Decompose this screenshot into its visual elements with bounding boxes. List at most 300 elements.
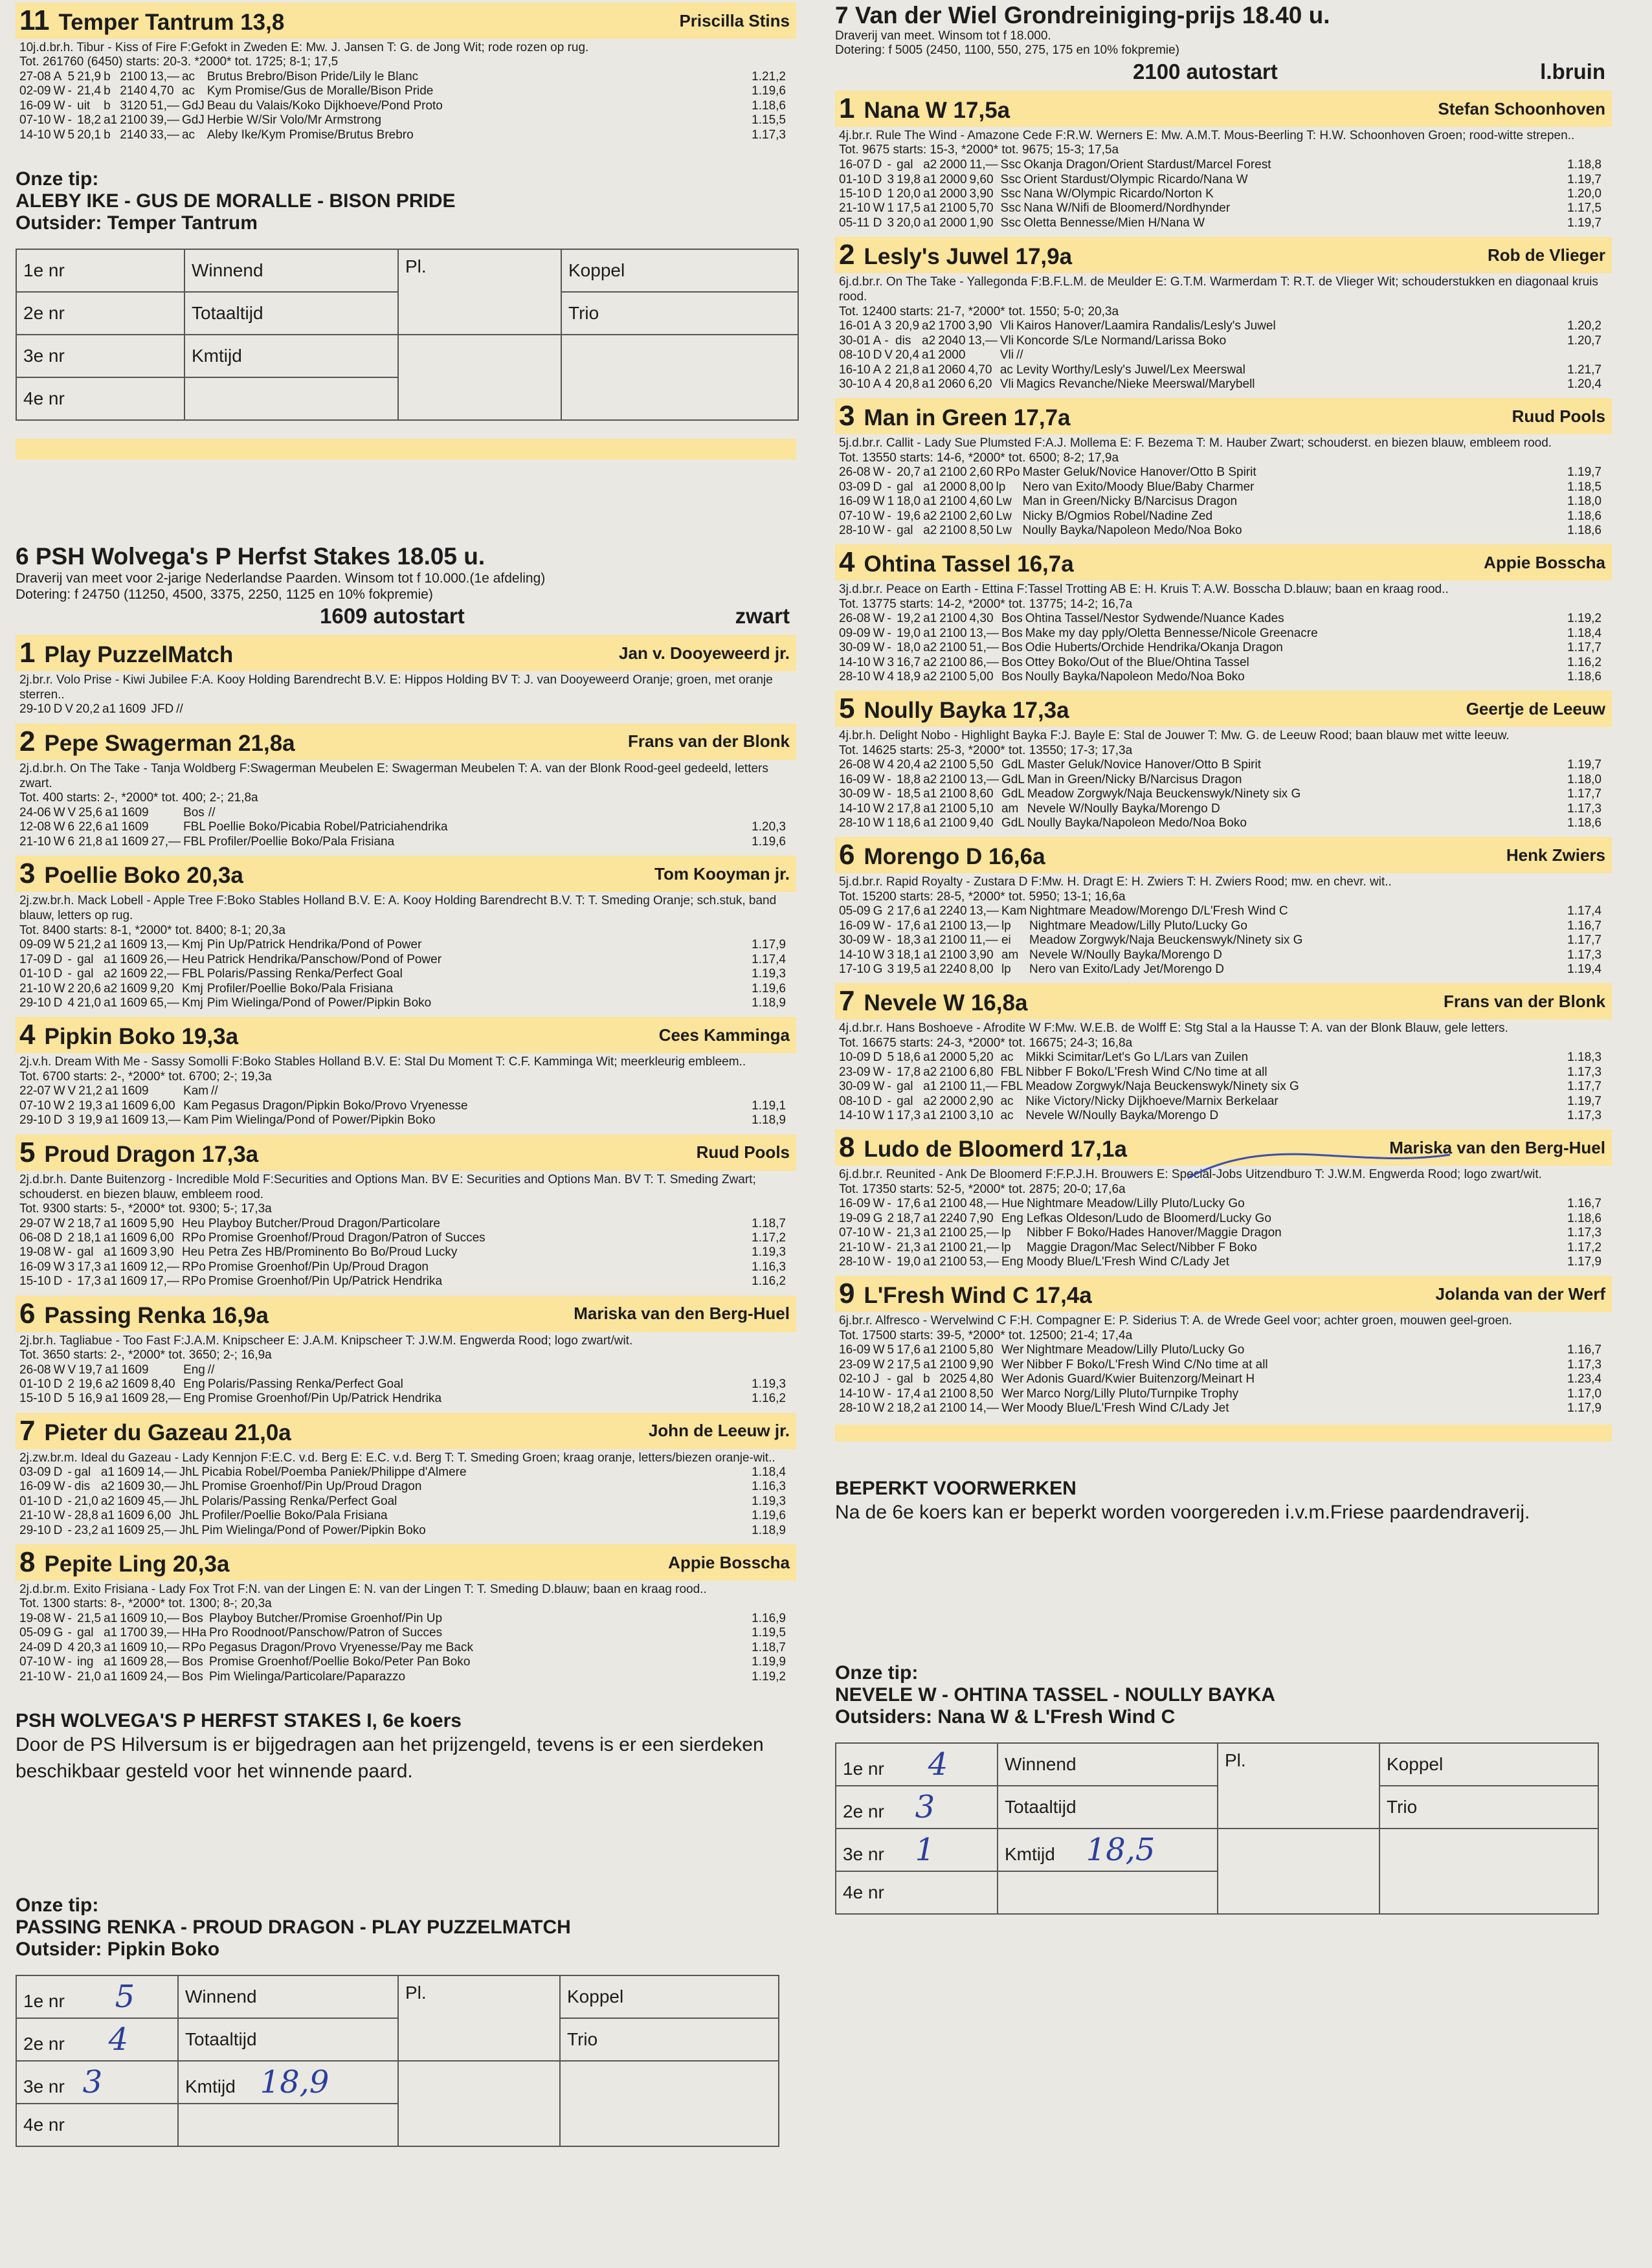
horse-number: 3 <box>839 400 855 432</box>
run-km: 20,0 <box>897 216 921 230</box>
run-driver: am <box>1001 801 1019 816</box>
horse-totals: Tot. 3650 starts: 2-, *2000* tot. 3650; 2-; 16,9a <box>19 1348 272 1362</box>
run-time: 1.19,3 <box>752 967 786 981</box>
run-result: Okanja Dragon/Orient Stardust/Marcel Forest <box>1023 158 1271 172</box>
run-distance: 2100 <box>939 1197 967 1211</box>
race-title: 6 PSH Wolvega's P Herfst Stakes 18.05 u. <box>16 543 486 570</box>
run-odds: 13,— <box>151 1113 181 1128</box>
run-km: 21,9 <box>77 69 102 83</box>
run-km: 19,9 <box>78 1113 103 1128</box>
horse-description: 10j.d.br.h. Tibur - Kiss of Fire F:Gefokt in Zweden E: Mw. J. Jansen T: G. de Jong Wit; rode rozen op rug. <box>19 41 589 54</box>
run-km: 17,8 <box>897 801 921 816</box>
run-driver: Eng <box>183 1392 205 1406</box>
run-date: 14-10 <box>839 1386 871 1401</box>
run-class: a1 <box>105 1113 119 1128</box>
run-km: 17,6 <box>897 904 921 918</box>
run-odds: 28,— <box>151 1392 181 1406</box>
horse-name <box>839 93 1010 125</box>
run-date: 16-10 <box>839 362 871 377</box>
run-track: D <box>53 1465 63 1480</box>
horse-description: 4j.d.br.r. Hans Boshoeve - Afrodite W F:Mw. W.E.B. de Wolff E: Stg Stal a la Hausse T: A. van der Blonk Blauw, gele letters. <box>839 1021 1508 1036</box>
run-place: - <box>887 465 891 480</box>
run-date: 29-10 <box>19 1113 51 1128</box>
run-odds: 39,— <box>150 1626 179 1640</box>
run-result: // <box>211 1084 218 1098</box>
tip-block-left <box>16 1895 796 1961</box>
run-track: W <box>873 1386 885 1401</box>
run-odds: 11,— <box>969 158 998 172</box>
run-result: Master Geluk/Novice Hanover/Otto B Spirit <box>1022 465 1256 480</box>
run-date: 16-09 <box>839 495 871 509</box>
run-km: 19,2 <box>897 612 921 626</box>
run-distance: 2000 <box>939 187 967 201</box>
run-distance: 1609 <box>121 1084 149 1098</box>
run-result: Oletta Bennesse/Mien H/Nana W <box>1023 216 1205 230</box>
run-class: a1 <box>923 480 937 494</box>
run-result: Pegasus Dragon/Pipkin Boko/Provo Vryenesse <box>211 1098 468 1113</box>
run-odds: 86,— <box>969 655 999 669</box>
horse-description: 4j.br.r. Rule The Wind - Amazone Cede F:R.W. Werners E: Mw. A.M.T. Mous-Beerling T: H.W. Schoonhoven Groen; rood-witte strepen.. <box>839 129 1575 143</box>
run-odds: 8,00 <box>969 480 994 494</box>
run-class: a1 <box>923 1051 937 1065</box>
run-place: - <box>67 1626 72 1640</box>
run-distance: 1609 <box>117 1494 145 1508</box>
bet-pl-label: Pl. <box>1218 1743 1379 1829</box>
run-track: W <box>873 1357 885 1372</box>
run-km: 17,6 <box>897 918 921 933</box>
bet-row-4-label: 4e nr <box>836 1871 998 1914</box>
run-distance: 2100 <box>939 816 967 830</box>
run-km: 20,4 <box>895 348 920 362</box>
horse-number: 8 <box>19 1546 36 1579</box>
run-date: 21-10 <box>839 201 871 216</box>
run-time: 1.18,7 <box>752 1640 786 1654</box>
run-distance: 2100 <box>939 626 967 640</box>
run-time: 1.20,2 <box>1567 319 1602 333</box>
driver-name: John de Leeuw jr. <box>648 1421 790 1441</box>
run-date: 30-01 <box>839 333 871 348</box>
run-distance: 1609 <box>120 1640 148 1654</box>
run-odds: 13,— <box>969 772 999 786</box>
run-place: - <box>887 1240 891 1254</box>
run-result: Profiler/Poellie Boko/Pala Frisiana <box>206 981 394 995</box>
run-date: 29-10 <box>19 995 51 1010</box>
run-km: 21,0 <box>74 1494 98 1508</box>
run-distance: 2100 <box>939 1240 967 1254</box>
run-track: W <box>53 1480 65 1494</box>
run-track: D <box>53 702 63 717</box>
run-result: Odie Huberts/Orchide Hendrika/Okanja Dragon <box>1025 641 1283 655</box>
run-km: 19,5 <box>897 962 921 977</box>
run-place: - <box>67 1480 72 1494</box>
run-odds: 51,— <box>969 641 999 655</box>
bet-empty-cell <box>178 2104 398 2146</box>
form-row <box>19 1377 792 1392</box>
run-result: // <box>208 805 216 819</box>
run-distance: 2100 <box>939 1386 967 1401</box>
run-km: 19,8 <box>897 172 921 186</box>
run-odds: 3,90 <box>969 948 994 962</box>
form-row <box>839 904 1608 918</box>
run-odds: 3,10 <box>969 1109 994 1123</box>
run-track: D <box>53 1523 63 1537</box>
run-place: - <box>67 1655 72 1669</box>
run-driver: Bos <box>181 1655 203 1669</box>
run-time: 1.19,7 <box>1567 1094 1602 1108</box>
horse-name-text: Proud Dragon 17,3a <box>44 1141 259 1167</box>
run-distance: 1609 <box>120 1216 148 1230</box>
form-row <box>839 758 1608 772</box>
run-track: W <box>873 1065 885 1079</box>
form-table <box>839 1197 1608 1269</box>
run-result: Promise Groenhof/Poellie Boko/Peter Pan Boko <box>208 1655 471 1669</box>
tip-block-top <box>16 168 796 234</box>
form-table <box>839 904 1608 977</box>
run-result: Pim Wielinga/Pond of Power/Pipkin Boko <box>201 1523 426 1537</box>
run-distance: 2100 <box>939 655 967 669</box>
note-title: BEPERKT VOORWERKEN <box>835 1478 1077 1500</box>
run-distance: 2100 <box>939 201 967 216</box>
handwritten-third: 3 <box>82 2064 103 2101</box>
run-km: 17,6 <box>897 1343 921 1357</box>
form-row <box>19 953 792 967</box>
form-row <box>839 656 1608 670</box>
bet-row-1 <box>16 1975 178 2018</box>
run-distance: 2240 <box>939 1211 967 1225</box>
run-km: 20,6 <box>77 981 102 995</box>
form-row <box>839 1226 1608 1240</box>
run-date: 28-10 <box>839 1401 871 1416</box>
run-date: 19-09 <box>839 1211 871 1225</box>
run-date: 29-10 <box>19 702 51 717</box>
run-place: - <box>887 1386 891 1401</box>
form-row <box>839 377 1608 392</box>
run-driver: Bos <box>1001 641 1023 655</box>
run-km: gal <box>897 1094 913 1108</box>
horse-description: 2j.d.br.h. On The Take - Tanja Woldberg F:Swagerman Meubelen E: Swagerman Meubelen T: A. van der Blonk Rood-geel gedeeld, letters zwart. <box>19 761 768 790</box>
run-distance: 1609 <box>120 1231 148 1245</box>
run-class: a1 <box>105 820 119 834</box>
run-place: V <box>884 348 893 362</box>
form-table <box>839 158 1608 230</box>
bet-row-4-label: 4e nr <box>16 2104 178 2146</box>
bet-winnend-label: Winnend <box>184 249 398 292</box>
run-track: W <box>873 626 885 640</box>
form-row <box>839 1401 1608 1416</box>
horse-name-text: Noully Bayka 17,3a <box>864 698 1069 724</box>
run-result: Noully Bayka/Napoleon Medo/Noa Boko <box>1022 524 1242 538</box>
run-track: W <box>873 495 885 509</box>
run-odds: 65,— <box>150 995 179 1010</box>
run-class: a1 <box>104 938 118 952</box>
horse-description: 6j.br.r. Alfresco - Wervelwind C F:H. Compagner E: P. Siderius T: A. de Wrede Geel voor; achter groen, mouwen geel-groen. <box>839 1314 1512 1328</box>
run-driver: Hue <box>1001 1197 1024 1211</box>
run-odds: 4,60 <box>969 495 994 509</box>
run-class: a1 <box>923 1109 937 1123</box>
run-date: 19-08 <box>19 1245 51 1260</box>
run-odds: 13,— <box>968 333 998 348</box>
bet-row-2 <box>16 2018 178 2061</box>
form-row <box>839 348 1608 362</box>
run-result: Nightmare Meadow/Morengo D/L'Fresh Wind C <box>1029 904 1288 918</box>
run-track: W <box>873 933 885 948</box>
run-distance: 1609 <box>120 938 148 952</box>
run-km: 21,8 <box>78 834 103 849</box>
run-distance: 2000 <box>939 216 967 230</box>
form-table <box>839 1343 1608 1416</box>
race-start-type: 1609 autostart <box>320 604 465 628</box>
run-result: Polaris/Passing Renka/Perfect Goal <box>201 1494 397 1508</box>
run-driver: Lw <box>996 509 1012 523</box>
run-class: a1 <box>104 1655 118 1669</box>
run-class: a1 <box>100 1523 115 1537</box>
run-odds: 13,— <box>150 69 179 83</box>
run-km: 28,8 <box>74 1509 98 1523</box>
bet-trio-cell <box>561 335 798 420</box>
run-place: - <box>887 1197 891 1211</box>
run-distance: 2100 <box>939 1255 967 1269</box>
form-table <box>19 938 792 1010</box>
run-track: W <box>873 1109 885 1123</box>
run-date: 12-08 <box>19 820 51 834</box>
horse-number: 5 <box>19 1136 36 1168</box>
run-result: Man in Green/Nicky B/Narcisus Dragon <box>1027 772 1242 786</box>
run-odds: 13,— <box>969 904 999 918</box>
run-track: W <box>53 1098 65 1113</box>
run-result: Pro Roodnoot/Panschow/Patron of Succes <box>208 1626 443 1640</box>
run-place: 2 <box>884 362 891 377</box>
horse-totals: Tot. 9675 starts: 15-3, *2000* tot. 9675; 15-3; 17,5a <box>839 143 1119 157</box>
run-km: 18,8 <box>897 772 921 786</box>
run-distance: 1700 <box>120 1626 148 1640</box>
run-time: 1.17,2 <box>1567 1240 1602 1254</box>
run-km: 20,3 <box>77 1640 102 1654</box>
run-distance: 2100 <box>939 801 967 816</box>
run-place: 3 <box>67 1260 75 1274</box>
horse-name-text: Passing Renka 16,9a <box>44 1302 269 1328</box>
run-km: 19,6 <box>897 509 921 523</box>
run-place: 2 <box>67 1377 75 1392</box>
horse-name <box>839 985 1027 1017</box>
run-date: 22-07 <box>19 1084 51 1098</box>
run-time: 1.18,9 <box>752 1113 786 1128</box>
form-row <box>19 1274 792 1289</box>
run-date: 07-10 <box>839 1226 871 1240</box>
run-track: W <box>53 113 65 128</box>
form-row <box>839 1051 1608 1065</box>
run-place: - <box>887 772 891 786</box>
run-distance: 1609 <box>121 805 149 819</box>
run-odds <box>151 806 183 820</box>
run-km: 17,5 <box>897 201 921 216</box>
run-place: - <box>67 967 72 981</box>
run-class: b <box>104 84 111 98</box>
form-row <box>19 113 792 128</box>
run-result: Aleby Ike/Kym Promise/Brutus Brebro <box>206 128 414 142</box>
run-driver: Heu <box>181 1245 205 1260</box>
run-date: 17-09 <box>19 952 51 966</box>
run-class: a1 <box>104 1274 118 1289</box>
run-odds: 26,— <box>150 952 179 966</box>
form-table <box>839 319 1608 392</box>
run-distance: 2100 <box>939 1080 967 1094</box>
horse-name-text: Nevele W 16,8a <box>864 990 1028 1016</box>
run-date: 01-10 <box>19 967 51 981</box>
race6-entries <box>16 635 796 1684</box>
run-time: 1.19,5 <box>752 1626 786 1640</box>
form-table <box>19 1217 792 1289</box>
run-class: a1 <box>105 834 119 849</box>
bet-row-1-label: 1e nr <box>16 249 184 292</box>
run-odds: 2,90 <box>969 1094 994 1108</box>
run-km: gal <box>897 1372 913 1386</box>
run-track: W <box>53 820 65 834</box>
run-odds: 51,— <box>150 98 179 113</box>
run-km: 23,2 <box>74 1523 98 1537</box>
run-driver: ac <box>999 362 1013 377</box>
run-km: 18,2 <box>77 113 102 128</box>
run-class: a2 <box>923 641 937 655</box>
run-track: W <box>873 655 885 669</box>
run-distance: 2140 <box>120 84 148 98</box>
run-class: a2 <box>923 1065 937 1079</box>
run-result: Maggie Dragon/Mac Select/Nibber F Boko <box>1026 1240 1257 1254</box>
run-odds: 4,70 <box>150 84 174 98</box>
form-row <box>839 480 1608 495</box>
run-result: Profiler/Poellie Boko/Pala Frisiana <box>201 1509 388 1523</box>
run-km: 18,6 <box>897 816 921 830</box>
run-place: 3 <box>887 655 895 669</box>
run-time: 1.18,6 <box>1567 670 1602 684</box>
run-driver: Heu <box>181 1216 205 1230</box>
run-driver: RPo <box>181 1640 206 1654</box>
run-driver: RPo <box>181 1231 206 1245</box>
run-place: - <box>887 933 891 948</box>
run-distance: 1609 <box>121 1098 149 1113</box>
form-row <box>19 1480 792 1494</box>
run-track: W <box>873 1080 885 1094</box>
run-date: 01-10 <box>19 1377 51 1392</box>
handwritten-kmtijd: 18,5 <box>1086 1831 1155 1868</box>
run-driver: ac <box>1000 1094 1014 1108</box>
run-track: W <box>873 948 885 962</box>
run-result: Magics Revanche/Nieke Meerswal/Marybell <box>1016 377 1255 392</box>
run-date: 09-09 <box>839 626 871 640</box>
form-row <box>839 1212 1608 1226</box>
run-track: W <box>53 938 65 952</box>
run-distance: 2140 <box>120 128 148 142</box>
form-row <box>839 495 1608 509</box>
run-km: gal <box>77 952 94 966</box>
run-driver: GdL <box>1001 787 1025 801</box>
run-date: 16-09 <box>839 772 871 786</box>
run-driver: Bos <box>181 1669 203 1684</box>
bet-pl-cell <box>1218 1829 1379 1914</box>
run-time: 1.19,7 <box>1567 758 1602 772</box>
run-distance: 2100 <box>939 1357 967 1372</box>
run-odds: 5,20 <box>969 1051 994 1065</box>
horse-entry <box>835 837 1612 977</box>
run-place: 4 <box>67 995 75 1010</box>
run-distance: 1609 <box>121 1377 149 1392</box>
race-start-row <box>835 60 1612 84</box>
bet-row-2-label: 2e nr <box>843 1801 884 1821</box>
run-class: a1 <box>102 702 117 717</box>
run-track: W <box>873 524 885 538</box>
run-odds: 13,— <box>150 938 179 952</box>
run-date: 26-08 <box>839 758 871 772</box>
run-track: A <box>873 319 882 333</box>
run-class: a1 <box>104 1669 118 1684</box>
form-row <box>19 806 792 820</box>
run-class: a2 <box>923 158 937 172</box>
form-row <box>839 641 1608 655</box>
run-place: - <box>887 612 891 626</box>
run-track: D <box>53 995 63 1010</box>
run-km: 22,6 <box>78 820 103 834</box>
run-time: 1.18,9 <box>752 1523 786 1537</box>
run-driver: ac <box>181 69 195 83</box>
run-result: Ohtina Tassel/Nestor Sydwende/Nuance Kades <box>1025 612 1284 626</box>
form-row <box>19 1495 792 1509</box>
run-odds: 12,— <box>150 1260 179 1274</box>
form-row <box>19 967 792 981</box>
run-track: W <box>873 509 885 523</box>
run-result: Pim Wielinga/Pond of Power/Pipkin Boko <box>211 1113 436 1128</box>
run-place: - <box>887 787 891 801</box>
run-date: 08-10 <box>839 348 871 362</box>
run-odds: 2,60 <box>969 465 994 480</box>
run-date: 05-09 <box>839 904 871 918</box>
bet-trio-cell <box>1379 1829 1598 1914</box>
run-time: 1.18,5 <box>1567 480 1602 494</box>
horse-description: 4j.br.h. Delight Nobo - Highlight Bayka F:J. Bayle E: Stal de Jouwer T: Mw. G. de Leeuw Rood; baan blauw met witte leeuw. <box>839 729 1510 743</box>
horse-entry <box>835 237 1612 392</box>
run-time: 1.21,2 <box>752 69 786 83</box>
run-place: 6 <box>67 820 75 834</box>
bet-koppel-label: Koppel <box>1379 1743 1598 1786</box>
run-driver: RPo <box>181 1274 206 1289</box>
run-place: 4 <box>887 758 895 772</box>
run-track: W <box>53 1362 65 1377</box>
run-driver: JhL <box>179 1494 199 1508</box>
run-driver: Bos <box>1001 670 1023 684</box>
run-time: 1.17,3 <box>1567 1109 1602 1123</box>
run-driver: ei <box>1001 933 1011 948</box>
run-track: W <box>53 1509 65 1523</box>
run-distance: 2100 <box>939 465 967 480</box>
run-time: 1.15,5 <box>752 113 786 128</box>
run-place: 5 <box>67 69 75 83</box>
horse-description: 6j.d.br.r. Reunited - Ank De Bloomerd F:F.P.J.H. Brouwers E: Special-Jobs Uitzendburo T: J.W.M. Engwerda Rood; logo zwart/wit. <box>839 1168 1542 1182</box>
run-track: W <box>53 834 65 849</box>
driver-name: Frans van der Blonk <box>628 731 790 751</box>
run-class: a1 <box>923 1357 937 1372</box>
form-row <box>839 962 1608 977</box>
run-result: Orient Stardust/Olympic Ricardo/Nana W <box>1023 172 1248 186</box>
bet-row-2-label: 2e nr <box>16 292 184 335</box>
run-km: 18,5 <box>897 787 921 801</box>
run-track: D <box>53 1231 63 1245</box>
run-driver: lp <box>1001 918 1011 933</box>
run-odds: 4,30 <box>969 612 994 626</box>
run-date: 23-09 <box>839 1357 871 1372</box>
horse-description: 2j.zw.br.m. Ideal du Gazeau - Lady Kennjon F:E.C. v.d. Berg E: E.C. v.d. Berg T: T. Smeding Groen; kraag oranje, letters/biezen oranje-wit.. <box>19 1451 776 1465</box>
run-class: a1 <box>100 1465 115 1480</box>
run-driver: FBL <box>183 834 206 849</box>
horse-entry <box>835 691 1612 830</box>
form-row <box>839 627 1608 641</box>
